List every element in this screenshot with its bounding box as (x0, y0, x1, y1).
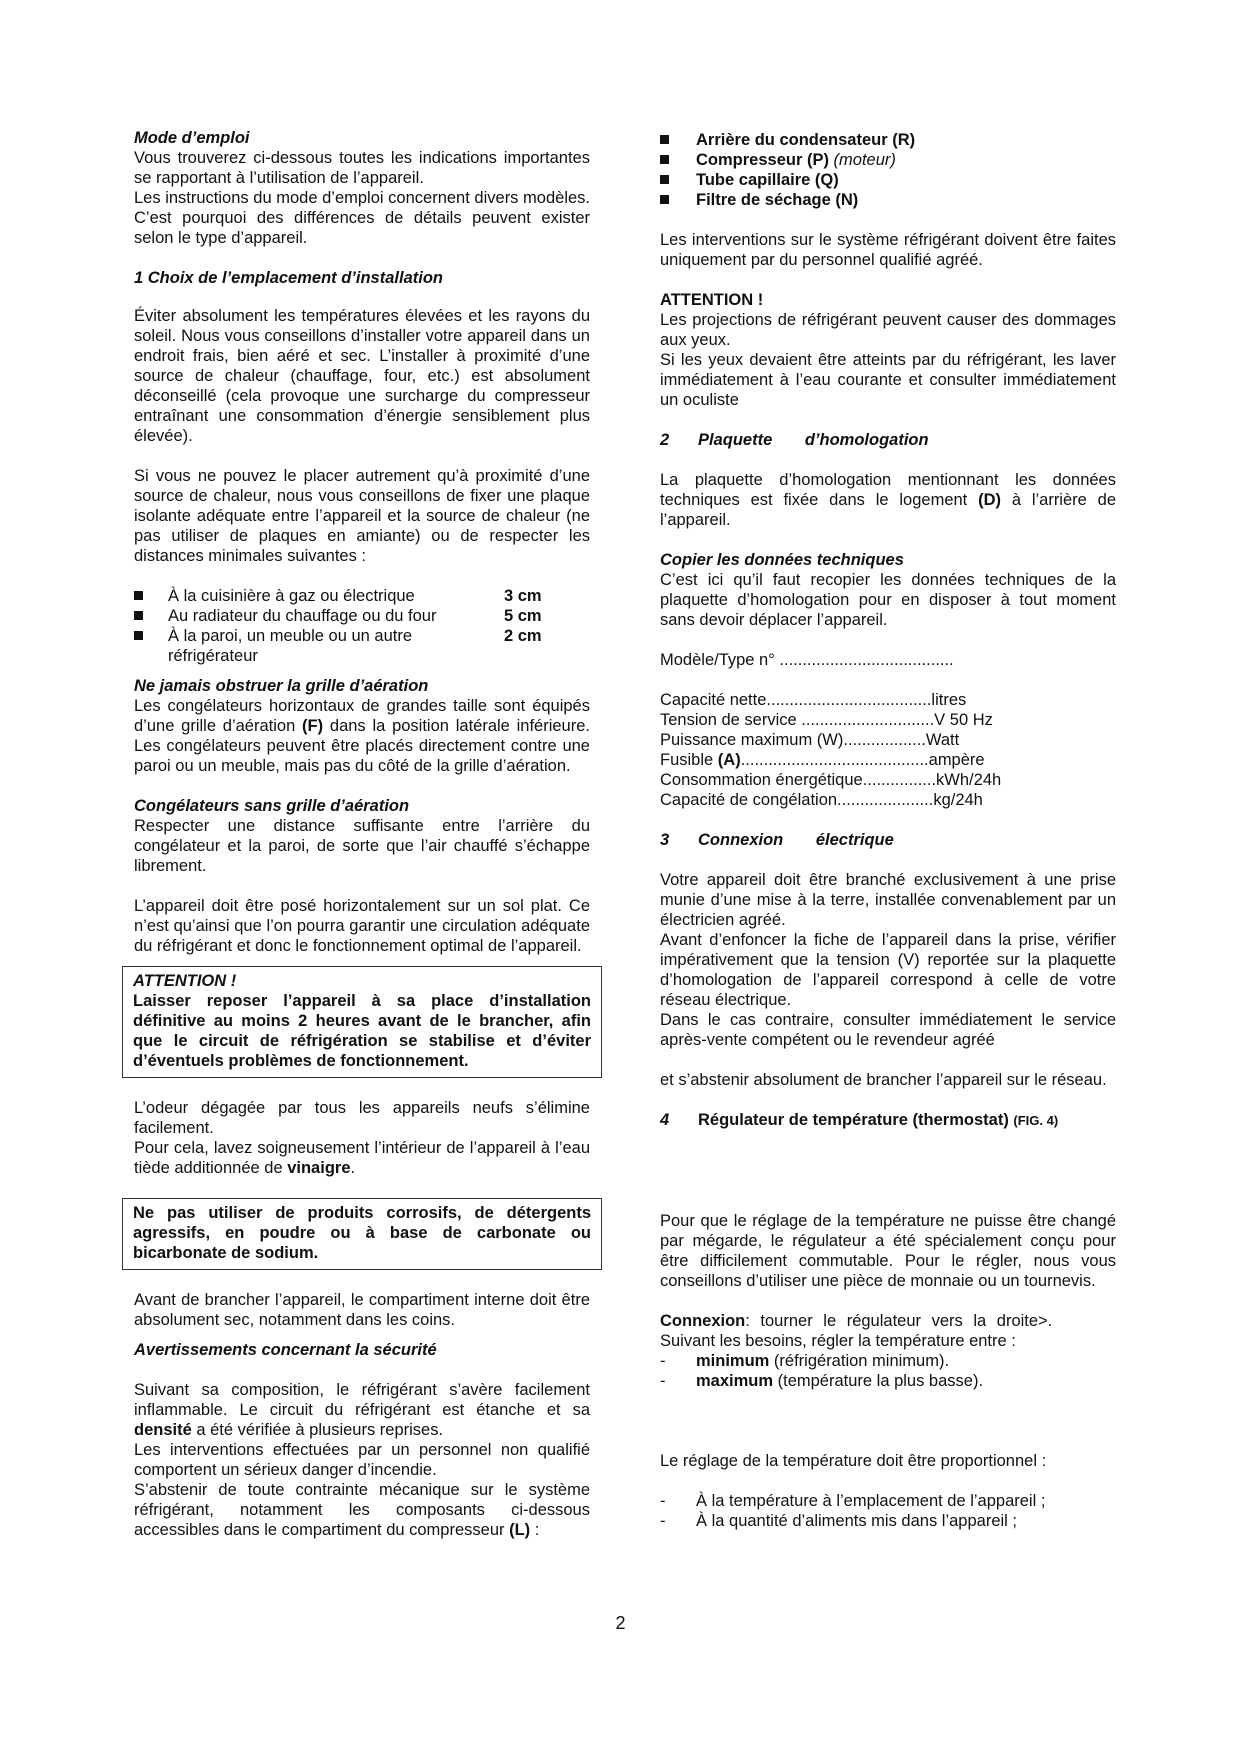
proportion-item: - À la quantité d’aliments mis dans l’appareil ; (660, 1512, 1018, 1530)
securite-p2: Les interventions effectuées par un personnel non qualifié comportent un sérieux danger d’incendie. (134, 1441, 590, 1479)
tech-capacite: Capacité nette....................................litres (660, 691, 967, 709)
right-column (660, 130, 1116, 1531)
reglage-paragraph: Le réglage de la température doit être proportionnel : (660, 1452, 1047, 1470)
section-1-title: 1 Choix de l’emplacement d’installation (134, 269, 443, 287)
sec-paragraph: Avant de brancher l’appareil, le compartiment interne doit être absolument sec, notamment dans les coins. (134, 1291, 590, 1329)
corrosif-box-text: Ne pas utiliser de produits corrosifs, de détergents agressifs, en poudre ou à base de carbonate ou bicarbonate de sodium. (133, 1204, 591, 1262)
corrosif-box (122, 1198, 602, 1270)
tech-consommation: Consommation énergétique................kWh/24h (660, 771, 1002, 789)
tech-congelation: Capacité de congélation.....................kg/24h (660, 791, 983, 809)
section-3-p1: Votre appareil doit être branché exclusivement à une prise munie d’une mise à la terre, installée convenablement par un électricien agréé. (660, 871, 1116, 929)
minmax-item: - minimum (réfrigération minimum). (660, 1352, 950, 1370)
sans-grille-paragraph: Respecter une distance suffisante entre l’arrière du congélateur et la paroi, de sorte que l’air chauffé s’échappe librement. (134, 817, 590, 875)
left-column (134, 128, 590, 1540)
mode-emploi-title: Mode d’emploi (134, 129, 250, 147)
component-item: Filtre de séchage (N) (660, 190, 1116, 210)
securite-title: Avertissements concernant la sécurité (134, 1341, 437, 1359)
section-1-p2: Si vous ne pouvez le placer autrement qu’à proximité d’une source de chaleur, nous vous conseillons de fixer une plaque isolante adéquate entre l’appareil et la source de chaleur (ne pas utiliser de plaques en amiante) ou de respecter les distances minimales suivantes : (134, 467, 590, 565)
mode-emploi-p2: Les instructions du mode d’emploi concernent divers modèles. C’est pourquoi des différences de détails peuvent exister selon le type d’appareil. (134, 189, 590, 247)
odeur-p2: Pour cela, lavez soigneusement l’intérieur de l’appareil à l’eau tiède additionnée de vinaigre. (134, 1139, 590, 1177)
section-4-p1: Pour que le réglage de la température ne puisse être changé par mégarde, le régulateur a été spécialement conçu pour être difficilement commutable. Pour le régler, nous vous conseillons d’utiliser une pièce de monnaie ou un tournevis. (660, 1212, 1116, 1290)
bullet-square-icon (660, 135, 669, 144)
horizontal-paragraph: L’appareil doit être posé horizontalement sur un sol plat. Ce n’est qu’ainsi que l’on pourra garantir une circulation adéquate du réfrigérant et donc le fonctionnement optimal de l’appareil. (134, 897, 590, 955)
bullet-square-icon (660, 155, 669, 164)
component-item: Compresseur (P) (moteur) (660, 150, 1116, 170)
attention-title: ATTENTION ! (660, 291, 764, 309)
attention-box-text: Laisser reposer l’appareil à sa place d’installation définitive au moins 2 heures avant de le brancher, afin que le circuit de réfrigération se stabilise et d’éviter d’éventuels problèmes de fonctionnement. (133, 992, 591, 1070)
attention-box-title: ATTENTION ! (133, 972, 237, 990)
grille-title: Ne jamais obstruer la grille d’aération (134, 677, 429, 695)
section-4-title: 4 Régulateur de température (thermostat) (FIG. 4) (660, 1111, 1059, 1129)
sans-grille-title: Congélateurs sans grille d’aération (134, 797, 410, 815)
section-2-title: 2 Plaquette d’homologation (660, 431, 929, 449)
copier-paragraph: C’est ici qu’il faut recopier les données techniques de la plaquette d’homologation pour en disposer à tout moment sans devoir déplacer l’appareil. (660, 571, 1116, 629)
bullet-square-icon (660, 195, 669, 204)
distance-item: À la cuisinière à gaz ou électrique 3 cm (134, 586, 590, 606)
copier-title: Copier les données techniques (660, 551, 904, 569)
bullet-square-icon (134, 631, 143, 640)
suivant-line: Suivant les besoins, régler la température entre : (660, 1332, 1016, 1350)
components-list (660, 130, 1116, 210)
section-3-p4: et s’abstenir absolument de brancher l’appareil sur le réseau. (660, 1071, 1107, 1089)
distances-list (134, 586, 590, 666)
attention-p2: Si les yeux devaient être atteints par du réfrigérant, les laver immédiatement à l’eau courante et consulter immédiatement un oculiste (660, 351, 1116, 409)
distance-item: À la paroi, un meuble ou un autre réfrigérateur 2 cm (134, 626, 590, 666)
bullet-square-icon (134, 611, 143, 620)
securite-p3: S’abstenir de toute contrainte mécanique sur le système réfrigérant, notamment les composants ci-dessous accessibles dans le compartiment du compresseur (L) : (134, 1481, 590, 1539)
section-3-p3: Dans le cas contraire, consulter immédiatement le service après-vente compétent ou le revendeur agréé (660, 1011, 1116, 1049)
page-number: 2 (615, 1613, 626, 1633)
attention-p1: Les projections de réfrigérant peuvent causer des dommages aux yeux. (660, 311, 1116, 349)
odeur-p1: L’odeur dégagée par tous les appareils neufs s’élimine facilement. (134, 1099, 590, 1137)
tech-puissance: Puissance maximum (W)..................Watt (660, 731, 960, 749)
securite-p1: Suivant sa composition, le réfrigérant s’avère facilement inflammable. Le circuit du réfrigérant est étanche et sa densité a été vérifiée à plusieurs reprises. (134, 1381, 590, 1439)
interventions-paragraph: Les interventions sur le système réfrigérant doivent être faites uniquement par du personnel qualifié agréé. (660, 231, 1116, 269)
bullet-square-icon (134, 591, 143, 600)
connexion-line: Connexion: tourner le régulateur vers la droite>. (660, 1312, 1053, 1330)
component-item: Arrière du condensateur (R) (660, 130, 1116, 150)
component-item: Tube capillaire (Q) (660, 170, 1116, 190)
proportion-item: - À la température à l’emplacement de l’appareil ; (660, 1492, 1046, 1510)
section-1-p1: Éviter absolument les températures élevées et les rayons du soleil. Nous vous conseillons d’installer votre appareil dans un endroit frais, bien aéré et sec. L’installer à proximité d’une source de chaleur (chauffage, four, etc.) est absolument déconseillé (cela provoque une surcharge du compresseur entraînant une consommation d’énergie sensiblement plus élevée). (134, 307, 590, 445)
mode-emploi-p1: Vous trouverez ci-dessous toutes les indications importantes se rapportant à l’utilisation de l’appareil. (134, 149, 590, 187)
minmax-item: - maximum (température la plus basse). (660, 1372, 984, 1390)
section-2-paragraph: La plaquette d’homologation mentionnant les données techniques est fixée dans le logement (D) à l’arrière de l’appareil. (660, 471, 1116, 529)
bullet-square-icon (660, 175, 669, 184)
section-3-title: 3 Connexion électrique (660, 831, 894, 849)
section-3-p2: Avant d’enfoncer la fiche de l’appareil dans la prise, vérifier impérativement que la tension (V) reportée sur la plaquette d’homologation de l’appareil correspond à celle de votre réseau électrique. (660, 931, 1116, 1009)
attention-box (122, 966, 602, 1078)
distance-item: Au radiateur du chauffage ou du four 5 cm (134, 606, 590, 626)
tech-data-list (660, 690, 1116, 810)
grille-paragraph: Les congélateurs horizontaux de grandes taille sont équipés d’une grille d’aération (F) dans la position latérale inférieure. Les congélateurs peuvent être placés directement contre une paroi ou un meuble, mais pas du côté de la grille d’aération. (134, 697, 590, 775)
tech-fusible: Fusible (A).........................................ampère (660, 751, 985, 769)
modele-line: Modèle/Type n° ...................................... (660, 651, 954, 669)
tech-tension: Tension de service .............................V 50 Hz (660, 711, 993, 729)
